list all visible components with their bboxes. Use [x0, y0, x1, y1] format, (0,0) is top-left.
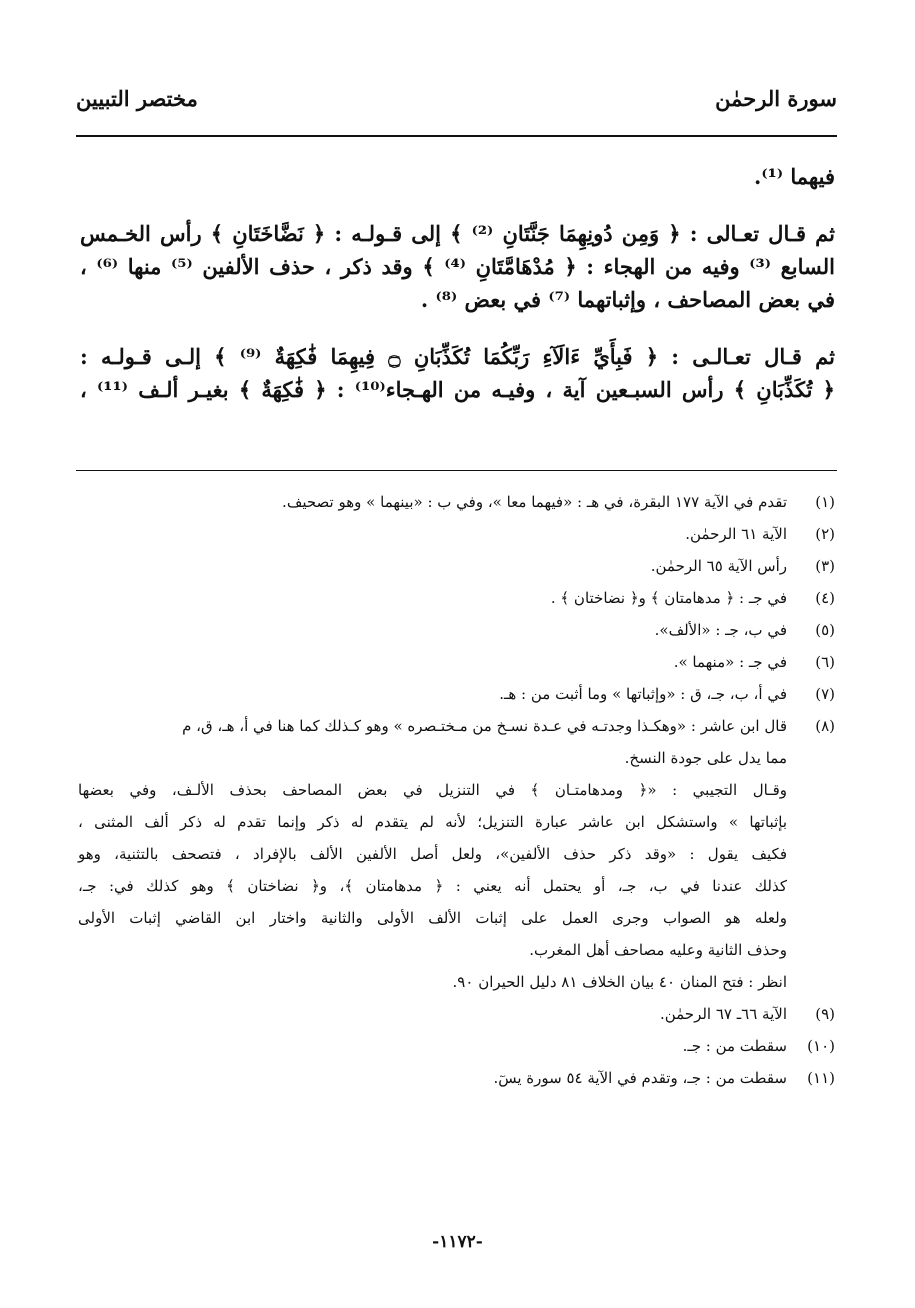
footnote-number: (٥) — [815, 621, 835, 639]
footnote-text: في جـ : «منهما ». — [673, 653, 787, 671]
footnote-2 — [78, 518, 835, 550]
footnote-10 — [78, 1030, 835, 1062]
footnote-text: في جـ : ﴿ مدهامتان ﴾ و﴿ نضاختان ﴾ . — [550, 589, 787, 607]
footnote-number: (٩) — [815, 1005, 835, 1023]
footnote-7 — [78, 678, 835, 710]
footnote-8-continuation: وحذف الثانية وعليه مصاحف أهل المغرب. — [529, 941, 787, 959]
header-divider — [76, 135, 837, 137]
footnote-number: (٢) — [815, 525, 835, 543]
surah-title: سورة الرحمٰن — [715, 86, 837, 111]
footnote-text: سقطت من : جـ، وتقدم في الآية ٥٤ سورة يسٓ. — [493, 1069, 787, 1087]
footnote-8-continuation: وقـال التجيبي : «﴿ ومدهامتـان ﴾ في التنزيل في بعض المصاحف بحذف الألـف، وفي بعضها — [78, 781, 787, 799]
footnote-number: (٦) — [815, 653, 835, 671]
footnote-5 — [78, 614, 835, 646]
footnote-number: (١) — [815, 493, 835, 511]
text-line: ثم قـال تعـالى : ﴿ وَمِن دُونِهِمَا جَنَّتَانِ ⁽²⁾ ﴾ إلى قـولـه : ﴿ نَضَّاخَتَانِ ﴾ رأس الخـمس — [80, 221, 835, 246]
footnote-11 — [78, 1062, 835, 1094]
footnote-8-continuation: انظر : فتح المنان ٤٠ بيان الخلاف ٨١ دليل الحيران ٩٠. — [452, 973, 787, 991]
text-line: فيهما ⁽¹⁾. — [754, 164, 835, 189]
main-text — [80, 160, 835, 406]
footnote-divider — [76, 470, 837, 471]
footnote-1 — [78, 486, 835, 518]
footnote-8-continuation: كذلك عندنا في ب، جـ، أو يحتمل أنه يعني : ﴿ مدهامتان ﴾، و﴿ نضاختان ﴾ وهو كذلك في: جـ، — [78, 877, 787, 895]
footnote-text: سقطت من : جـ. — [682, 1037, 787, 1055]
book-title: مختصر التبيين — [76, 86, 198, 111]
footnote-text: في أ، ب، جـ، ق : «وإثباتها » وما أثبت من : هـ. — [499, 685, 787, 703]
text-line: ثم قـال تعـالـى : ﴿ فَبِأَيِّ ءَالَآءِ رَبِّكُمَا تُكَذِّبَانِ ۝ فِيهِمَا فَٰكِهَةٌ ⁽⁹⁾ ﴾ إلـى قـولـه : — [80, 344, 835, 369]
footnote-text: رأس الآية ٦٥ الرحمٰن. — [650, 557, 787, 575]
footnote-number: (٨) — [815, 717, 835, 735]
text-line: ﴿ تُكَذِّبَانِ ﴾ رأس السبـعين آية ، وفيـه من الهـجاء⁽¹⁰⁾ : ﴿ فَٰكِهَةٌ ﴾ بغيـر ألـف ⁽¹¹⁾ ، — [80, 377, 835, 402]
footnote-8-continuation: ولعله هو الصواب وجرى العمل على إثبات الألف الأولى والثانية واختار ابن القاضي إثبات الأولى — [78, 909, 787, 927]
page-number: -١١٧٢- — [432, 1232, 483, 1252]
text-line: السابع ⁽³⁾ وفيه من الهجاء : ﴿ مُدْهَامَّتَانِ ⁽⁴⁾ ﴾ وقد ذكر ، حذف الألفين ⁽⁵⁾ منها ⁽⁶⁾ ، — [80, 254, 835, 279]
footnote-8-continuation: بإثباتها » واستشكل ابن عاشر عبارة التنزيل؛ لأنه لم يتقدم له ذكر وإنما تقدم له ذكر ألف المثنى ، — [78, 813, 787, 831]
footnote-9 — [78, 998, 835, 1030]
footnote-text: في ب، جـ : «الألف». — [654, 621, 787, 639]
footnote-number: (٧) — [815, 685, 835, 703]
footnote-6 — [78, 646, 835, 678]
footnote-text: الآية ٦٦ـ ٦٧ الرحمٰن. — [659, 1005, 787, 1023]
footnote-number: (٤) — [815, 589, 835, 607]
running-header — [76, 86, 837, 126]
footnote-text: تقدم في الآية ١٧٧ البقرة، في هـ : «فيهما معا »، وفي ب : «بينهما » وهو تصحيف. — [282, 493, 787, 511]
text-line: في بعض المصاحف ، وإثباتهما ⁽⁷⁾ في بعض ⁽⁸⁾ . — [420, 287, 835, 312]
footnote-8 — [78, 710, 835, 742]
footnote-4 — [78, 582, 835, 614]
footnote-number: (١٠) — [807, 1037, 835, 1055]
footnotes — [78, 486, 835, 1094]
footnote-text: الآية ٦١ الرحمٰن. — [685, 525, 787, 543]
footnote-3 — [78, 550, 835, 582]
footnote-8-continuation: فكيف يقول : «وقد ذكر حذف الألفين»، ولعل أصل الألفين الألف بالإفراد ، فتصحف بالتثنية، وهو — [78, 845, 787, 863]
footnote-number: (٣) — [815, 557, 835, 575]
footnote-number: (١١) — [807, 1069, 835, 1087]
footnote-text: قال ابن عاشر : «وهكـذا وجدتـه في عـدة نسـخ من مـختـصره » وهو كـذلك كما هنا في أ، هـ، ق، م — [182, 717, 787, 735]
footnote-8-continuation: مما يدل على جودة النسخ. — [624, 749, 787, 767]
